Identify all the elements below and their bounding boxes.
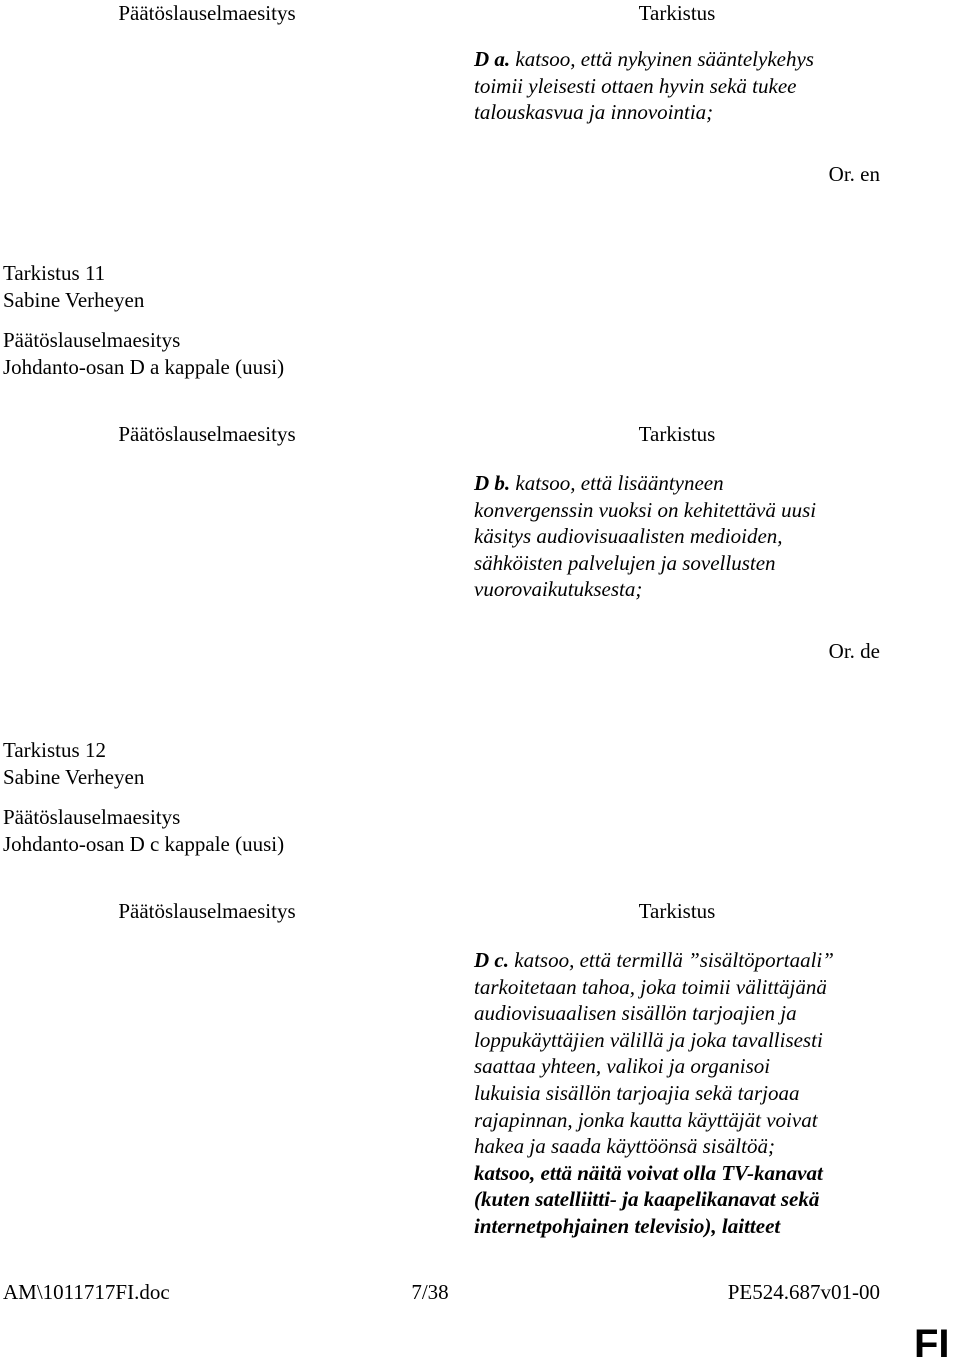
text-line: D a. katsoo, että nykyinen sääntelykehys [474,47,814,71]
original-language: Or. de [828,639,880,663]
text-line: lukuisia sisällön tarjoajia sekä tarjoaa [474,1080,800,1105]
text-line: D c. katsoo, että termillä ”sisältöportaali” [474,948,834,972]
text-line: hakea ja saada käyttöönsä sisältöä; [474,1134,775,1159]
amendment-section: Johdanto-osan D c kappale (uusi) [3,831,285,856]
amendment-text [474,470,880,603]
amendment-text [474,947,880,1240]
text-line: konvergenssin vuoksi on kehitettävä uusi [474,497,817,522]
amendment-heading [3,260,284,380]
amendment-document: Päätöslauselmaesitys [3,805,181,829]
amendment-author: Sabine Verheyen [3,764,145,789]
column-header-amendment: Tarkistus [638,422,716,446]
amendment-section: Johdanto-osan D a kappale (uusi) [3,354,285,379]
footer-page-number: 7/38 [411,1280,449,1304]
footer-pe-ref: PE524.687v01-00 [727,1280,880,1304]
column-header-motion: Päätöslauselmaesitys [118,422,296,446]
text-line: internetpohjainen televisio), laitteet [474,1213,781,1238]
text-line: talouskasvua ja innovointia; [474,100,714,125]
language-code: FI [914,1322,950,1366]
column-header-amendment: Tarkistus [638,1,716,25]
text-line: sähköisten palvelujen ja sovellusten [474,550,776,575]
amendment-heading [3,737,284,857]
text-line: katsoo, että näitä voivat olla TV-kanavat [474,1160,823,1185]
column-header-motion: Päätöslauselmaesitys [118,899,296,923]
amendment-number: Tarkistus 12 [3,738,106,762]
footer-doc-ref: AM\1011717FI.doc [3,1280,170,1304]
column-header-amendment: Tarkistus [638,899,716,923]
text-line: rajapinnan, jonka kautta käyttäjät voivat [474,1107,818,1132]
amendment-document: Päätöslauselmaesitys [3,328,181,352]
original-language: Or. en [828,162,880,186]
text-line: (kuten satelliitti- ja kaapelikanavat sekä [474,1187,820,1212]
text-line: käsitys audiovisuaalisten medioiden, [474,524,783,549]
text-line: audiovisuaalisen sisällön tarjoajien ja [474,1001,797,1026]
text-line: tarkoitetaan tahoa, joka toimii välittäjänä [474,974,827,999]
amendment-author: Sabine Verheyen [3,287,145,312]
amendment-number: Tarkistus 11 [3,261,106,285]
column-header-motion: Päätöslauselmaesitys [118,1,296,25]
text-line: D b. katsoo, että lisääntyneen [474,471,724,495]
text-line: loppukäyttäjien välillä ja joka tavallisesti [474,1027,823,1052]
text-line: toimii yleisesti ottaen hyvin sekä tukee [474,73,797,98]
text-line: vuorovaikutuksesta; [474,577,643,602]
amendment-text [474,46,880,126]
text-line: saattaa yhteen, valikoi ja organisoi [474,1054,771,1079]
